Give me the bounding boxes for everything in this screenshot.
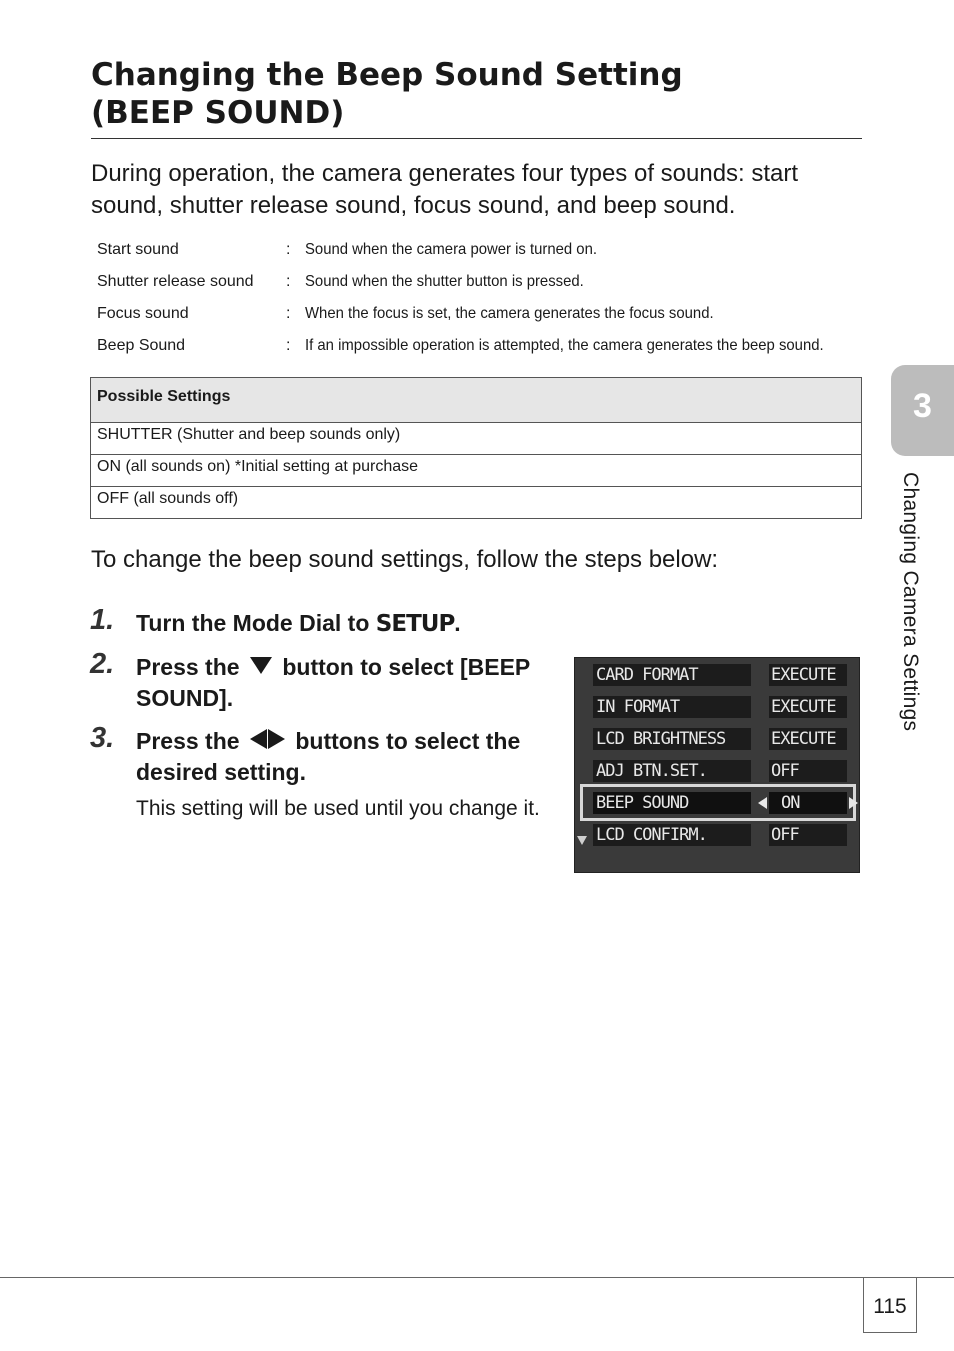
sound-name: Shutter release sound [97,273,254,290]
list-item [97,300,867,332]
step-note: This setting will be used until you change it. [136,797,540,820]
step-text [136,652,576,714]
separator: : [286,273,291,290]
chapter-number: 3 [913,387,932,425]
chapter-side-label: Changing Camera Settings [899,472,922,732]
separator: : [286,305,291,322]
page-title [91,56,862,139]
separator: : [286,241,291,258]
sound-name: Start sound [97,241,179,258]
sound-name: Beep Sound [97,337,186,354]
menu-item-value: EXECUTE [769,728,847,750]
menu-item [593,757,857,783]
sound-name: Focus sound [97,305,189,322]
table-header: Possible Settings [91,378,861,423]
page-number: 115 [863,1277,917,1333]
menu-item-selected [593,789,857,815]
left-arrow-icon [758,797,767,809]
chapter-tab [891,365,954,456]
step-number: 1. [90,604,115,636]
scroll-down-icon [577,836,587,845]
menu-item-label: LCD CONFIRM. [593,824,751,846]
step-text-part: Press the [136,728,246,754]
step-text-part: Press the [136,654,246,680]
menu-item-value: EXECUTE [769,696,847,718]
step-text [136,608,576,640]
menu-item-label: CARD FORMAT [593,664,751,686]
menu-item [593,725,857,751]
title-line-2: (BEEP SOUND) [91,95,345,131]
step-text-part: button to select [BEEP SOUND]. [136,654,530,711]
menu-item [593,693,857,719]
possible-settings-table [90,377,862,519]
step-number: 2. [90,648,115,680]
intro-paragraph: During operation, the camera generates four types of sounds: start sound, shutter release sound, focus sound, and beep sound. [91,160,799,219]
step-number: 3. [90,722,115,754]
step-text-part: buttons to select the desired setting. [136,728,521,785]
menu-item-label: IN FORMAT [593,696,751,718]
steps-intro: To change the beep sound settings, follow the steps below: [91,546,719,573]
menu-item-label: BEEP SOUND [593,792,751,814]
sound-description: Sound when the camera power is turned on. [305,241,597,258]
menu-item-value: EXECUTE [769,664,847,686]
step-text-part: . [454,610,461,636]
menu-item-value: OFF [769,760,847,782]
table-row: OFF (all sounds off) [97,490,239,507]
list-item [97,236,867,268]
step-text [136,726,576,788]
sound-description: When the focus is set, the camera generates the focus sound. [305,305,714,322]
footer-divider [0,1277,954,1278]
menu-item-value: OFF [769,824,847,846]
title-line-1: Changing the Beep Sound Setting [91,57,683,93]
table-row: ON (all sounds on) *Initial setting at purchase [91,455,861,487]
step-text-part: Turn the Mode Dial to [136,610,376,636]
sound-types-list [97,236,867,364]
menu-item [593,661,857,687]
menu-item-label: ADJ BTN.SET. [593,760,751,782]
table-row: SHUTTER (Shutter and beep sounds only) [91,423,861,455]
menu-item-label: LCD BRIGHTNESS [593,728,751,750]
menu-item [593,821,857,847]
list-item [97,332,867,364]
list-item [97,268,867,300]
sound-description: Sound when the shutter button is pressed. [305,273,584,290]
sound-description: If an impossible operation is attempted, the camera generates the beep sound. [305,337,824,354]
camera-lcd-screen [574,657,860,873]
down-triangle-icon [250,657,272,674]
setup-mode-label: SETUP [375,611,455,637]
right-arrow-icon [849,797,858,809]
menu-item-value: ON [769,792,847,814]
left-right-triangle-icon [250,726,285,757]
separator: : [286,337,291,354]
